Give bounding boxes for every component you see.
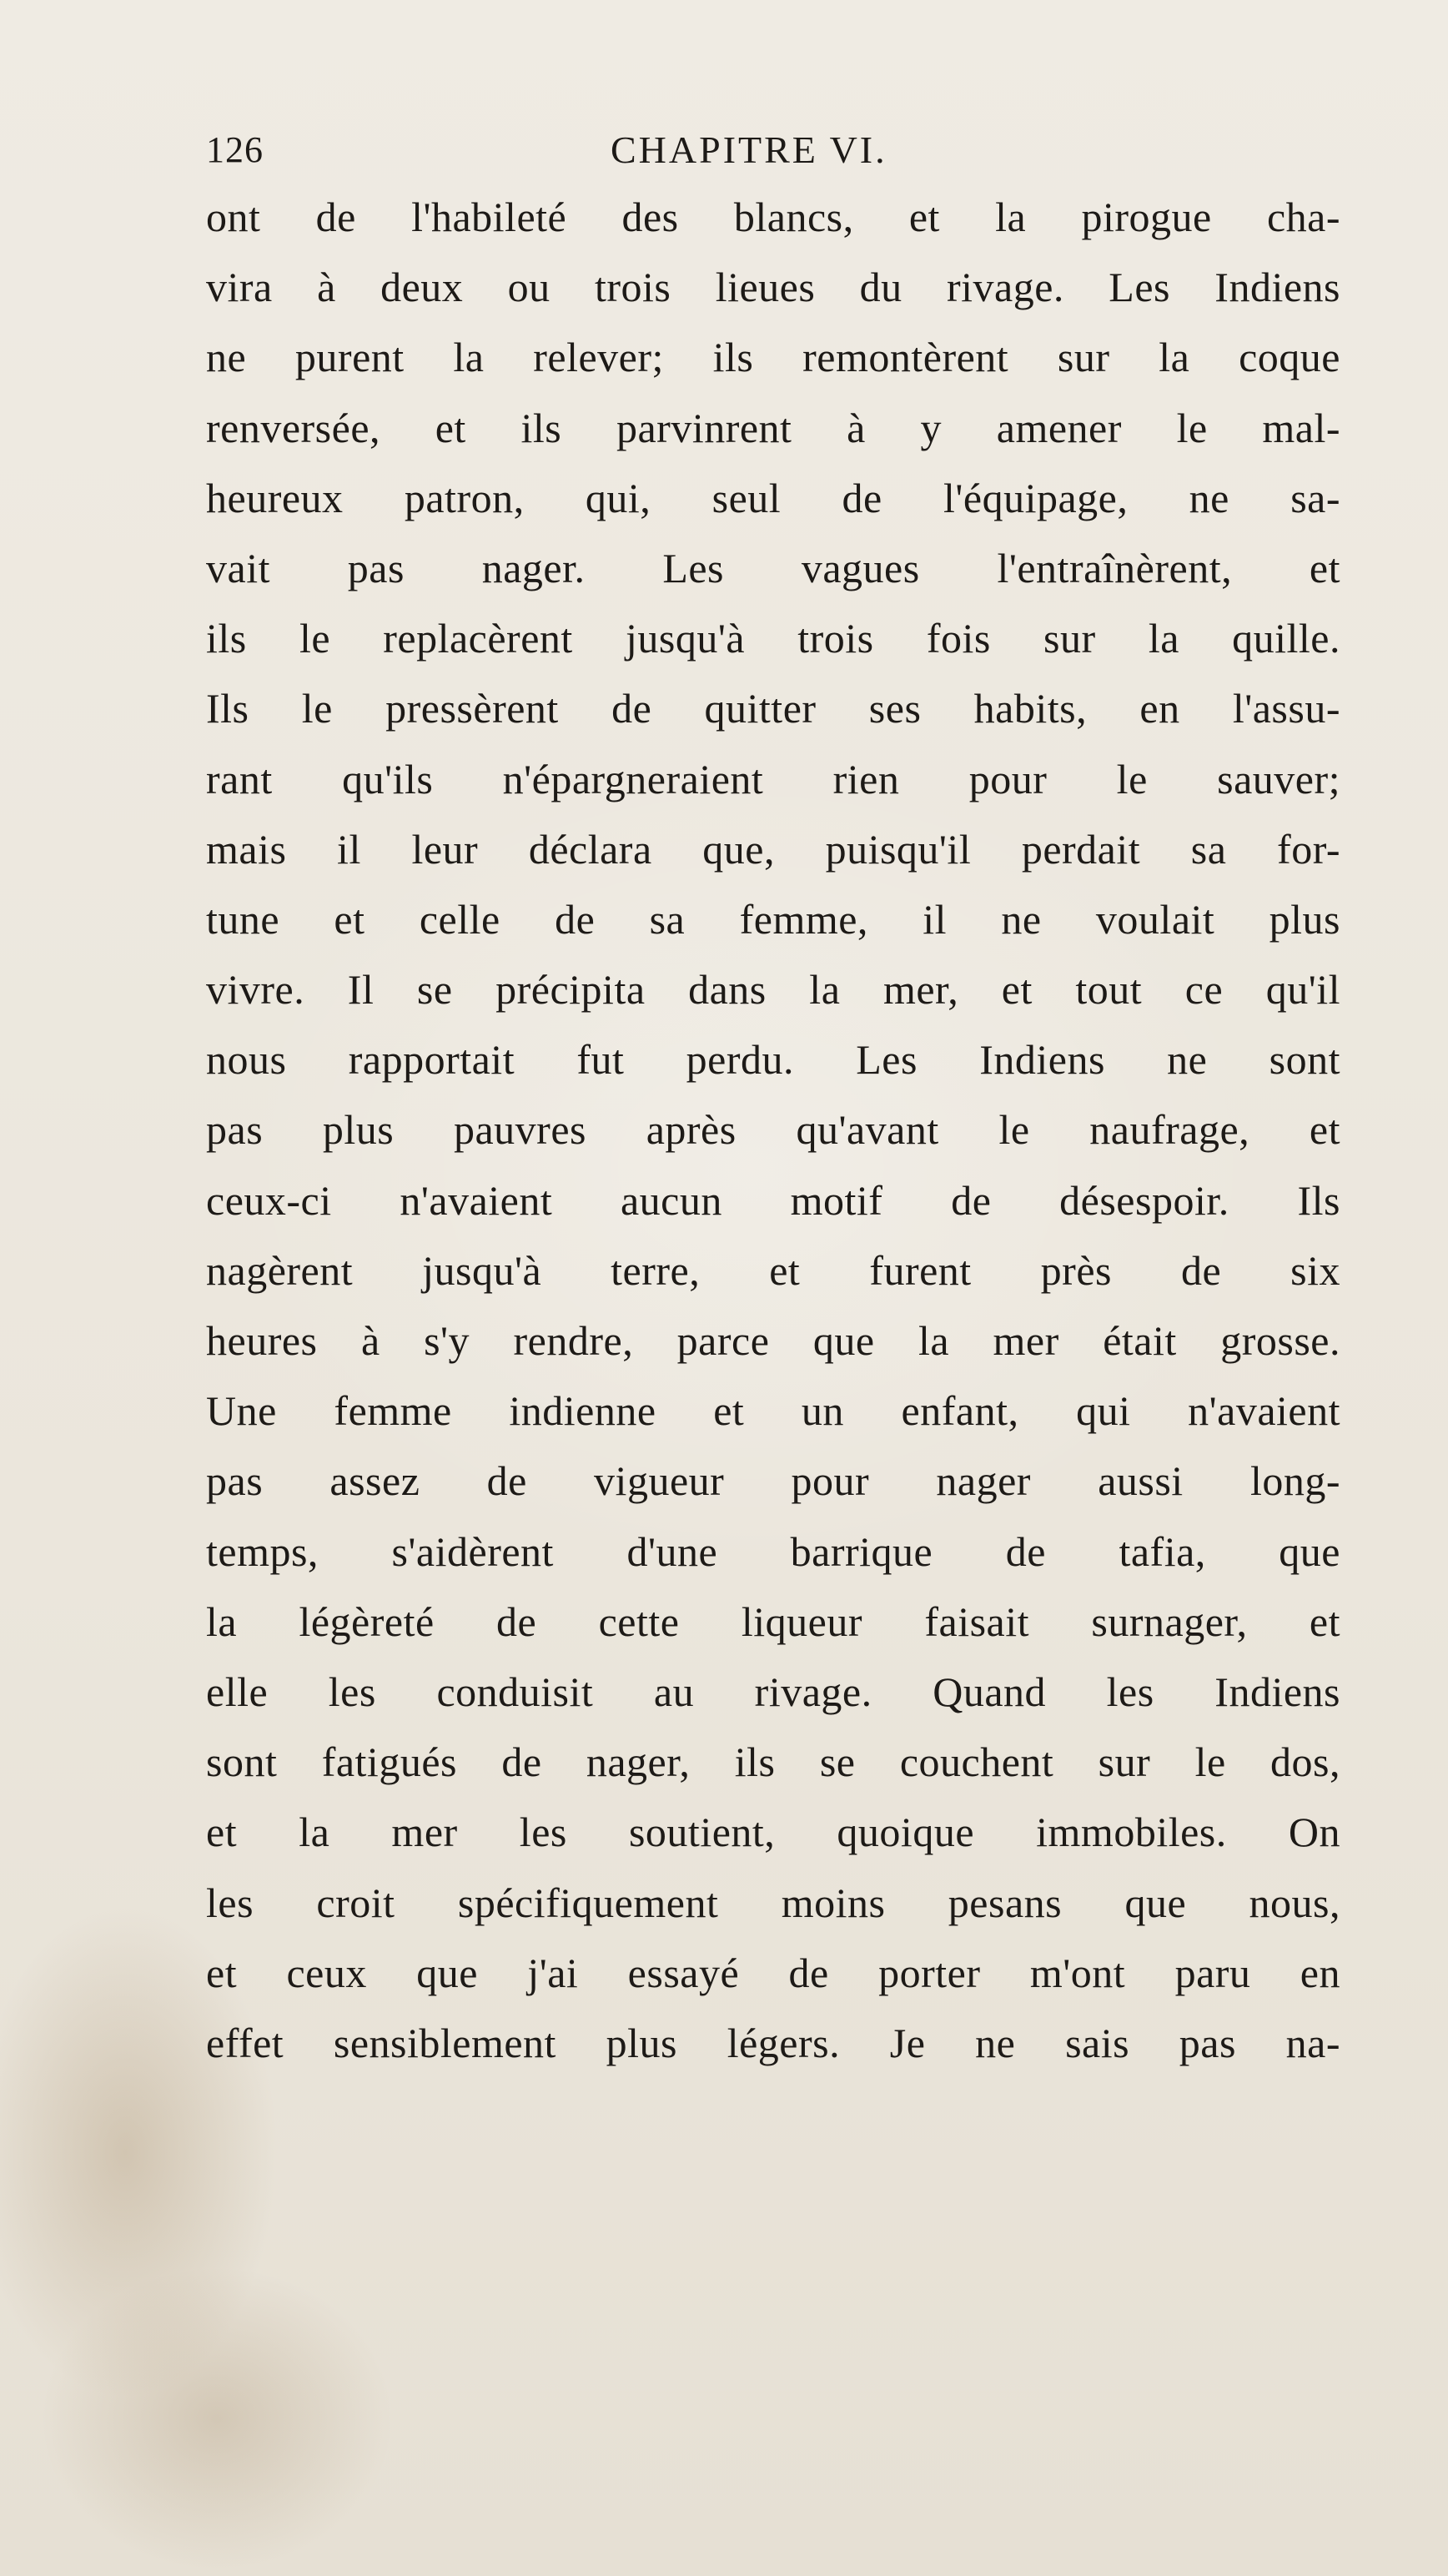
text-line: effet sensiblement plus légers. Je ne sais pas na-	[206, 2019, 1340, 2066]
text-line: heureux patron, qui, seul de l'équipage, ne sa-	[206, 474, 1340, 521]
text-line: tune et celle de sa femme, il ne voulait plus	[206, 895, 1340, 943]
text-line: ne purent la relever; ils remontèrent sur la coque	[206, 334, 1340, 381]
text-line: et la mer les soutient, quoique immobiles. On	[206, 1809, 1340, 1856]
text-line: nous rapportait fut perdu. Les Indiens ne sont	[206, 1036, 1340, 1084]
text-line: nagèrent jusqu'à terre, et furent près de six	[206, 1246, 1340, 1294]
text-line: vivre. Il se précipita dans la mer, et tout ce qu'il	[206, 966, 1340, 1014]
text-line: vira à deux ou trois lieues du rivage. Les Indiens	[206, 264, 1340, 311]
text-line: ils le replacèrent jusqu'à trois fois sur la quille.	[206, 615, 1340, 662]
text-line: ont de l'habileté des blancs, et la pirogue cha-	[206, 194, 1340, 240]
text-line: elle les conduisit au rivage. Quand les Indiens	[206, 1668, 1340, 1715]
text-line: et ceux que j'ai essayé de porter m'ont paru en	[206, 1949, 1340, 1996]
text-line: vait pas nager. Les vagues l'entraînèrent, et	[206, 544, 1340, 591]
running-head: CHAPITRE VI.	[611, 128, 887, 171]
text-line: mais il leur déclara que, puisqu'il perdait sa for-	[206, 825, 1340, 873]
text-line: pas assez de vigueur pour nager aussi long-	[206, 1457, 1340, 1505]
text-line: Une femme indienne et un enfant, qui n'avaient	[206, 1387, 1340, 1435]
text-line: pas plus pauvres après qu'avant le naufrage, et	[206, 1106, 1340, 1154]
body-text	[206, 182, 1340, 2078]
page-header	[206, 123, 1257, 177]
text-line: ceux-ci n'avaient aucun motif de désespoir. Ils	[206, 1176, 1340, 1224]
text-line: temps, s'aidèrent d'une barrique de tafia, que	[206, 1527, 1340, 1575]
page-number: 126	[206, 129, 264, 170]
text-line: sont fatigués de nager, ils se couchent sur le dos,	[206, 1738, 1340, 1786]
text-line: renversée, et ils parvinrent à y amener le mal-	[206, 404, 1340, 451]
text-line: rant qu'ils n'épargneraient rien pour le sauver;	[206, 755, 1340, 802]
text-line: Ils le pressèrent de quitter ses habits, en l'assu-	[206, 685, 1340, 732]
text-line: les croit spécifiquement moins pesans que nous,	[206, 1879, 1340, 1926]
text-line: heures à s'y rendre, parce que la mer était grosse.	[206, 1317, 1340, 1364]
text-line: la légèreté de cette liqueur faisait surnager, et	[206, 1597, 1340, 1645]
